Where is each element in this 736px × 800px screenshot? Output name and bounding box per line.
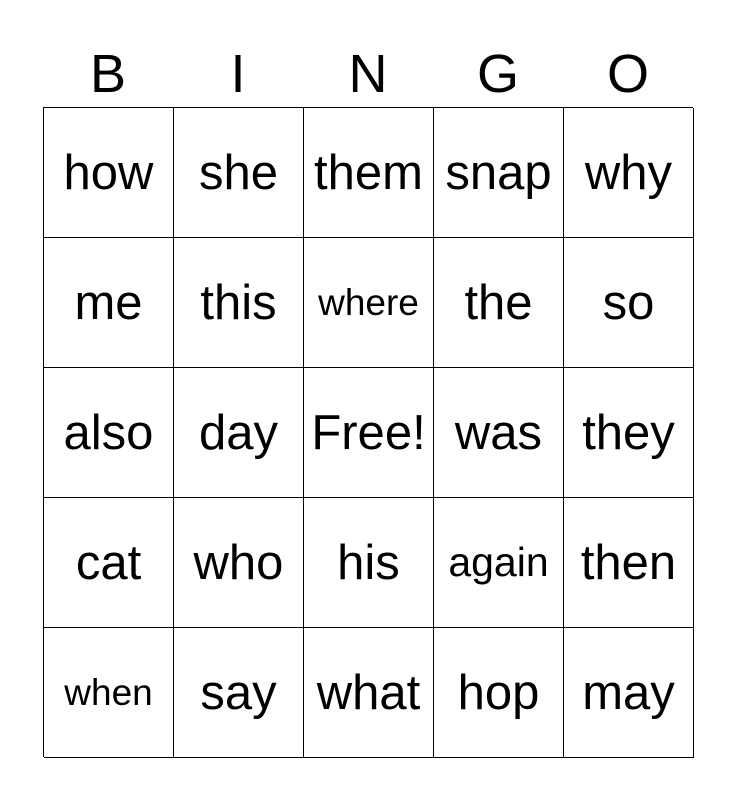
bingo-cell[interactable]: how [44,108,174,238]
header-letter-g: G [476,44,519,104]
bingo-cell[interactable]: so [564,238,694,368]
bingo-cell[interactable]: where [304,238,434,368]
bingo-cell[interactable]: me [44,238,174,368]
bingo-cell[interactable]: she [174,108,304,238]
header-letter-n: N [348,44,388,104]
bingo-cell[interactable]: then [564,498,694,628]
bingo-cell[interactable]: may [564,628,694,758]
free-space-cell[interactable]: Free! [304,368,434,498]
bingo-cell[interactable]: cat [44,498,174,628]
bingo-cell[interactable]: they [564,368,694,498]
bingo-cell[interactable]: hop [434,628,564,758]
bingo-cell[interactable]: his [304,498,434,628]
bingo-cell[interactable]: when [44,628,174,758]
bingo-cell[interactable]: was [434,368,564,498]
bingo-cell[interactable]: day [174,368,304,498]
bingo-cell[interactable]: also [44,368,174,498]
bingo-cell[interactable]: what [304,628,434,758]
bingo-cell[interactable]: say [174,628,304,758]
header-letter-b: B [89,44,127,104]
bingo-cell[interactable]: why [564,108,694,238]
header-letter-i: I [230,44,246,104]
bingo-cell[interactable]: who [174,498,304,628]
bingo-header [43,40,693,108]
header-letter-o: O [606,44,649,104]
bingo-board [43,107,693,757]
bingo-cell[interactable]: again [434,498,564,628]
bingo-cell[interactable]: snap [434,108,564,238]
bingo-cell[interactable]: this [174,238,304,368]
bingo-cell[interactable]: the [434,238,564,368]
bingo-cell[interactable]: them [304,108,434,238]
